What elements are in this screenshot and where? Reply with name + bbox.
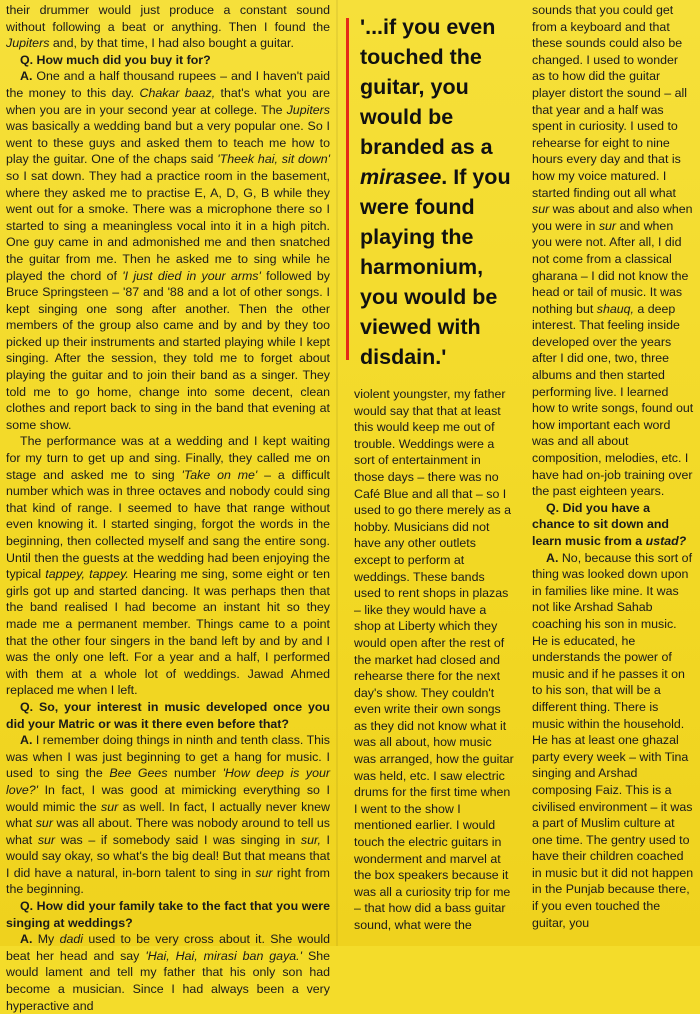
middle-column bbox=[354, 386, 514, 934]
paragraph: sounds that you could get from a keyboard and that these sounds could also be changed. I used to wonder as to how did the guitar player distort the sound – all that year and a half was spent in curiosity. I used to rehearse for eight to nine hours every day and that is how my voice matured. I started finding out all what sur was about and also when you were in sur and when you were not. After all, I did not come from a classical gharana – I did not know the head or tail of music. It was nothing but shauq, a deep interest. That feeling inside developed over the years after I did one, two, three albums and then started performing live. I learned how to write songs, found out how important each word was and all about composition, melodies, etc. I have had on-job training over the past eighteen years. bbox=[532, 3, 694, 499]
paragraph: The performance was at a wedding and I kept waiting for my turn to get up and sing. Finally, they called me on stage and asked me to sing 'Take on me' – a difficult number which was in three octaves and nobody could sing that kind of range. I seemed to have that range without even knowing it. I started singing, forgot the words in the beginning, then collected myself and sang the entire song. Until then the guests at the wedding had been enjoying the typical tappey, tappey. Hearing me sing, some eight or ten girls got up and started dancing. It was perhaps then that the band realised I had become an instant hit so they made me a permanent member. Things came to a point that the other four singers in the band left by and by and I was the only one left. For a year and a half, I performed with them at a whole lot of weddings. Jawad Ahmed replaced me when I left. bbox=[6, 434, 330, 698]
answer: A. My dadi used to be very cross about it. She would beat her head and say 'Hai, Hai, mirasi ban gaya.' She would lament and tell my father that his only son had become a musician. Since I had always been a very hyperactive and bbox=[6, 932, 330, 1013]
question: Q. How much did you buy it for? bbox=[20, 52, 211, 67]
pull-quote-bar bbox=[346, 18, 349, 360]
answer: A. No, because this sort of thing was looked down upon in families like mine. It was not like Arshad Sahab coaching his son in music. He is educated, he understands the power of music and if he passes it on to his son, that will be a different thing. There is music within the household. He has at least one ghazal party every week – with Tina singing and Arshad composing Faiz. This is a civilised environment – it was a part of Muslim culture at one time. The gentry used to have their children coached in music but it did not happen in the Punjab because there, if you even touched the guitar, you bbox=[532, 550, 694, 930]
answer: A. I remember doing things in ninth and tenth class. This was when I was just beginning to get a hang for music. I used to sing the Bee Gees number 'How deep is your love?' In fact, I was good at mimicking everything so I would mimic the sur as well. In fact, I actually never knew what sur was all about. There was nobody around to tell us what sur was – if somebody said I was singing in sur, I would say okay, so what's the big deal! But that means that I did have a natural, in-born talent to sing in sur right from the beginning. bbox=[6, 733, 330, 897]
answer: A. One and a half thousand rupees – and I haven't paid the money to this day. Chakar baaz, that's what you are when you are in your second year at college. The Jupiters was basically a wedding band but a very popular one. So I went to these guys and asked them to teach me how to play the guitar. One of the chaps said 'Theek hai, sit down' so I sat down. They had a practice room in the basement, where they asked me to practise E, A, D, G, B while they went out for a smoke. There was a microphone there so I started to sing a meaningless vocal into it in a high pitch. One guy came in and admonished me and then snatched the guitar from me. Then he asked me to sing while he played the chord of 'I just died in your arms' followed by Bruce Springsteen – '87 and '88 and a lot of other songs. I kept singing one song after another. Then the other members of the group also came and by and by they too picked up their instruments and started playing while I kept singing. After the session, they told me to forget about playing the guitar and to join their band as a singer. They told me to go home, change into some decent, clean clothes and report back to sing in the band that evening at some show. bbox=[6, 69, 331, 432]
right-column bbox=[532, 2, 694, 931]
pull-quote bbox=[346, 12, 514, 372]
question: Q. Did you have a chance to sit down and learn music from a ustad? bbox=[532, 500, 687, 548]
question: Q. So, your interest in music developed once you did your Matric or was it there even before that? bbox=[6, 699, 330, 731]
question: Q. How did your family take to the fact that you were singing at weddings? bbox=[6, 899, 330, 930]
paragraph: violent youngster, my father would say that that at least this would keep me out of trouble. Weddings were a sort of entertainment in those days – there was no Café Blue and all that – so I used to go there merely as a hobby. Musicians did not have any other outlets except to perform at weddings. These bands used to rent shops in plazas – like they would have a shop at Liberty which they would open after the rest of the market had closed and rehearse there for the next day's show. They couldn't even write their own songs as they did not know what it was all about, how music was arranged, how the guitar was held, etc. I saw electric drums for the first time when I went to the show I mentioned earlier. I would touch the electric guitars in wonderment and marvel at the box speakers because it was all a curiosity trip for me – that how did a bass guitar sound, what were the bbox=[354, 387, 514, 932]
left-column bbox=[6, 0, 330, 1014]
pull-quote-text: '...if you even touched the guitar, you would be branded as a mirasee. If you were found playing the harmonium, you would be viewed with disdain.' bbox=[360, 15, 511, 369]
column-gutter bbox=[336, 0, 338, 946]
paragraph: their drummer would just produce a constant sound without following a beat or anything. Then I found the Jupiters and, by that time, I had also bought a guitar. bbox=[6, 3, 330, 51]
